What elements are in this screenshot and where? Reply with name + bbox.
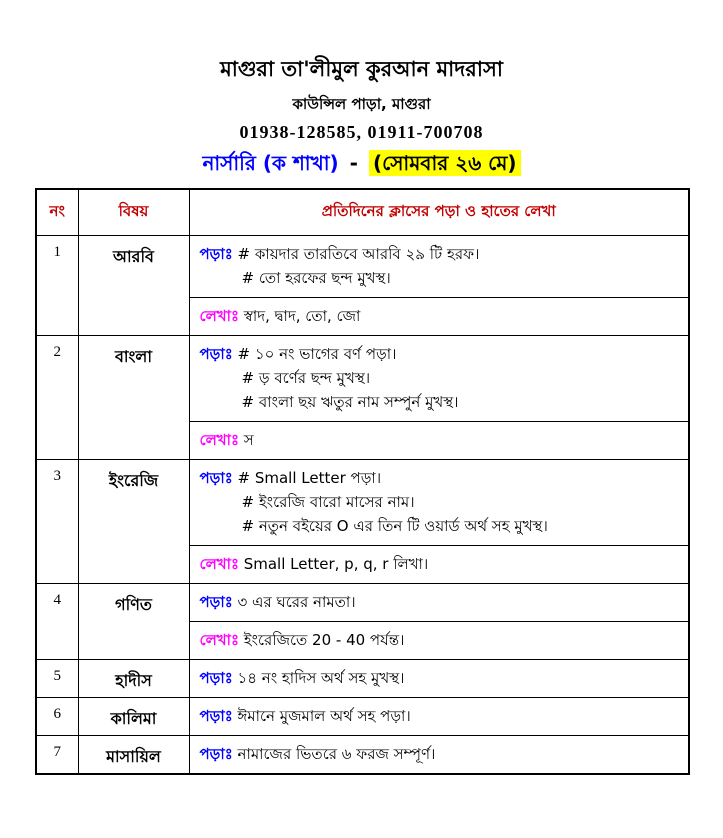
pora-label: পড়াঃ [199, 669, 233, 687]
pora-cell [189, 336, 689, 422]
subject-row [36, 660, 689, 698]
lekha-label: লেখাঃ [199, 555, 239, 573]
pora-line: পড়াঃ # ১০ নং ভাগের বর্ণ পড়া। [199, 345, 397, 363]
pora-cell [189, 698, 689, 736]
col-header-lessons: প্রতিদিনের ক্লাসের পড়া ও হাতের লেখা [189, 189, 689, 236]
lekha-cell: লেখাঃ ইংরেজিতে 20 - 40 পর্যন্ত। [189, 622, 689, 660]
row-number: 7 [36, 736, 78, 775]
class-section-label: নার্সারি (ক শাখা) [202, 151, 339, 175]
lekha-cell: লেখাঃ Small Letter, p, q, r লিখা। [189, 546, 689, 584]
subject-name: আরবি [78, 236, 189, 336]
pora-label: পড়াঃ [199, 745, 233, 763]
subject-name: হাদীস [78, 660, 189, 698]
date-highlight: (সোমবার ২৬ মে) [369, 150, 521, 176]
row-number: 2 [36, 336, 78, 460]
pora-cell [189, 660, 689, 698]
subject-row [36, 336, 689, 422]
separator-dash: - [349, 151, 358, 175]
lekha-cell: লেখাঃ স [189, 422, 689, 460]
subject-row [36, 236, 689, 298]
row-number: 3 [36, 460, 78, 584]
phone-numbers: 01938-128585, 01911-700708 [239, 122, 484, 142]
pora-line: পড়াঃ # Small Letter পড়া। [199, 469, 382, 487]
lekha-label: লেখাঃ [199, 631, 239, 649]
pora-line: পড়াঃ ঈমানে মুজমাল অর্থ সহ পড়া। [199, 707, 411, 725]
pora-cell [189, 460, 689, 546]
pora-line: পড়াঃ ৩ এর ঘরের নামতা। [199, 593, 356, 611]
pora-label: পড়াঃ [199, 707, 233, 725]
lesson-table [35, 188, 690, 775]
pora-line: পড়াঃ ১৪ নং হাদিস অর্থ সহ মুখস্থ। [199, 669, 405, 687]
subject-name: কালিমা [78, 698, 189, 736]
col-header-subject: বিষয় [78, 189, 189, 236]
subject-row [36, 460, 689, 546]
document-header [35, 56, 688, 177]
subject-row [36, 584, 689, 622]
pora-line: # ড় বর্ণের ছন্দ মুখস্থ। [241, 369, 371, 387]
pora-label: পড়াঃ [199, 345, 233, 363]
madrasa-title: মাগুরা তা'লীমুল কুরআন মাদরাসা [220, 57, 503, 81]
lekha-label: লেখাঃ [199, 431, 239, 449]
subject-name: ইংরেজি [78, 460, 189, 584]
pora-label: পড়াঃ [199, 593, 233, 611]
address-line: কাউন্সিল পাড়া, মাগুরা [292, 95, 431, 113]
pora-cell [189, 236, 689, 298]
pora-cell [189, 584, 689, 622]
pora-label: পড়াঃ [199, 469, 233, 487]
row-number: 1 [36, 236, 78, 336]
subject-name: মাসায়িল [78, 736, 189, 775]
row-number: 5 [36, 660, 78, 698]
pora-line: # ইংরেজি বারো মাসের নাম। [241, 493, 415, 511]
pora-label: পড়াঃ [199, 245, 233, 263]
pora-line: # নতুন বইয়ের O এর তিন টি ওয়ার্ড অর্থ সহ মুখস্থ। [241, 517, 548, 535]
col-header-serial: নং [36, 189, 78, 236]
row-number: 6 [36, 698, 78, 736]
table-header-row [36, 189, 689, 236]
lekha-cell: লেখাঃ স্বাদ, দ্বাদ, তো, জো [189, 298, 689, 336]
subject-row [36, 698, 689, 736]
subject-name: বাংলা [78, 336, 189, 460]
subject-name: গণিত [78, 584, 189, 660]
pora-cell [189, 736, 689, 775]
row-number: 4 [36, 584, 78, 660]
pora-line: # তো হরফের ছন্দ মুখস্থ। [241, 269, 391, 287]
pora-line: পড়াঃ নামাজের ভিতরে ৬ ফরজ সম্পূর্ণ। [199, 745, 436, 763]
lekha-label: লেখাঃ [199, 307, 239, 325]
pora-line: পড়াঃ # কায়দার তারতিবে আরবি ২৯ টি হরফ। [199, 245, 480, 263]
subject-row [36, 736, 689, 775]
pora-line: # বাংলা ছয় ঋতুর নাম সম্পুর্ন মুখস্থ। [241, 393, 459, 411]
class-date-line [35, 149, 688, 177]
